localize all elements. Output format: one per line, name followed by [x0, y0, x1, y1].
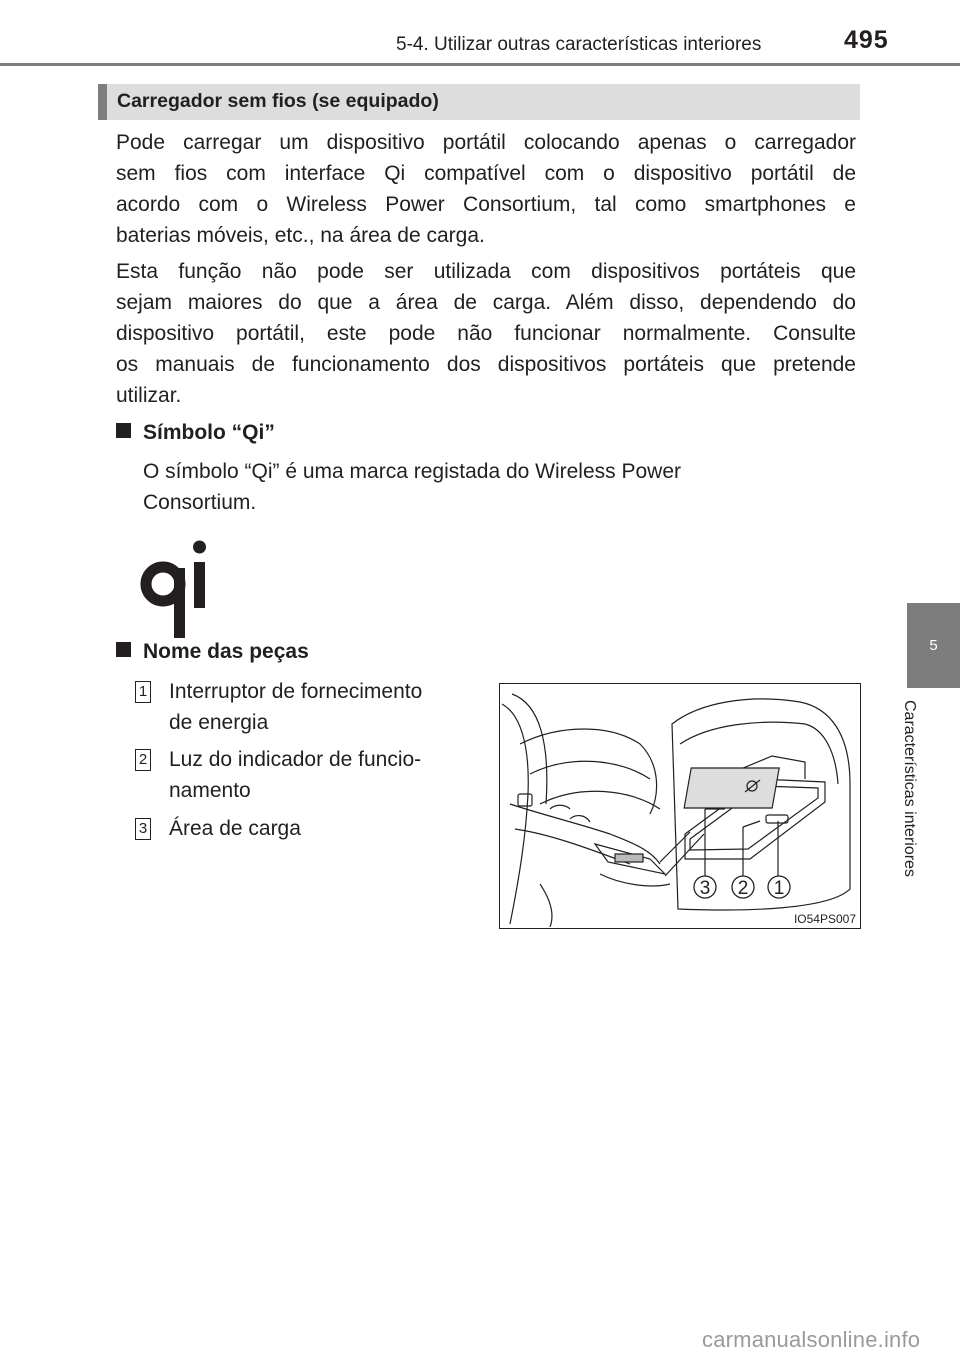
part-number-badge: 1	[135, 681, 151, 703]
intro-paragraph	[116, 127, 856, 251]
console-drawing	[500, 684, 859, 927]
list-item	[135, 813, 465, 845]
paragraph-line: sejam maiores do que a área de carga. Além disso, dependendo do	[116, 291, 856, 314]
watermark: carmanualsonline.info	[702, 1327, 921, 1352]
part-number-badge: 3	[135, 818, 151, 840]
section-heading-bar	[98, 84, 860, 120]
paragraph-line: O símbolo “Qi” é uma marca registada do Wireless Power	[143, 460, 682, 483]
qi-symbol-text	[143, 456, 783, 518]
paragraph-line: Esta função não pode ser utilizada com dispositivos portáteis que	[116, 260, 856, 283]
bullet-square-icon	[116, 642, 131, 657]
header-rule	[0, 63, 960, 66]
part-label-line: Área de carga	[169, 817, 301, 840]
chapter-side-label	[901, 700, 942, 930]
callout-label: 2	[737, 878, 749, 899]
part-label-line: Luz do indicador de funcio-	[169, 748, 422, 771]
paragraph-line: Pode carregar um dispositivo portátil colocando apenas o carregador	[116, 131, 856, 154]
parts-heading-text: Nome das peças	[143, 640, 309, 663]
callout-label: 1	[773, 878, 785, 899]
limitation-paragraph	[116, 256, 856, 411]
wireless-charger-illustration	[499, 683, 861, 929]
paragraph-line: dispositivo portátil, este pode não funcionar normalmente. Consulte	[116, 322, 856, 345]
list-item	[135, 744, 465, 808]
bullet-square-icon	[116, 423, 131, 438]
chapter-side-label-text: Características interiores	[901, 700, 918, 877]
qi-symbol-heading	[116, 421, 275, 445]
part-label-line: Interruptor de fornecimento	[169, 680, 423, 703]
paragraph-line: sem fios com interface Qi compatível com o dispositivo portátil de	[116, 162, 856, 185]
part-label-line: de energia	[169, 711, 269, 734]
illustration-code: IO54PS007	[793, 912, 856, 926]
qi-logo	[140, 538, 220, 640]
chapter-tab: 5	[907, 603, 960, 688]
paragraph-line: os manuais de funcionamento dos dispositivos portáteis que pretende	[116, 353, 856, 376]
part-label-line: namento	[169, 779, 251, 802]
page-number: 495	[844, 26, 889, 54]
section-heading: Carregador sem fios (se equipado)	[117, 90, 439, 112]
callout-label: 3	[699, 878, 711, 899]
paragraph-line: utilizar.	[116, 384, 182, 407]
paragraph-line: acordo com o Wireless Power Consortium, tal como smartphones e	[116, 193, 856, 216]
running-header-title: 5-4. Utilizar outras características interiores	[396, 34, 762, 55]
paragraph-line: Consortium.	[143, 491, 257, 514]
part-number-badge: 2	[135, 749, 151, 771]
paragraph-line: baterias móveis, etc., na área de carga.	[116, 224, 485, 247]
parts-heading	[116, 640, 309, 664]
list-item	[135, 676, 465, 740]
qi-symbol-heading-text: Símbolo “Qi”	[143, 421, 275, 444]
